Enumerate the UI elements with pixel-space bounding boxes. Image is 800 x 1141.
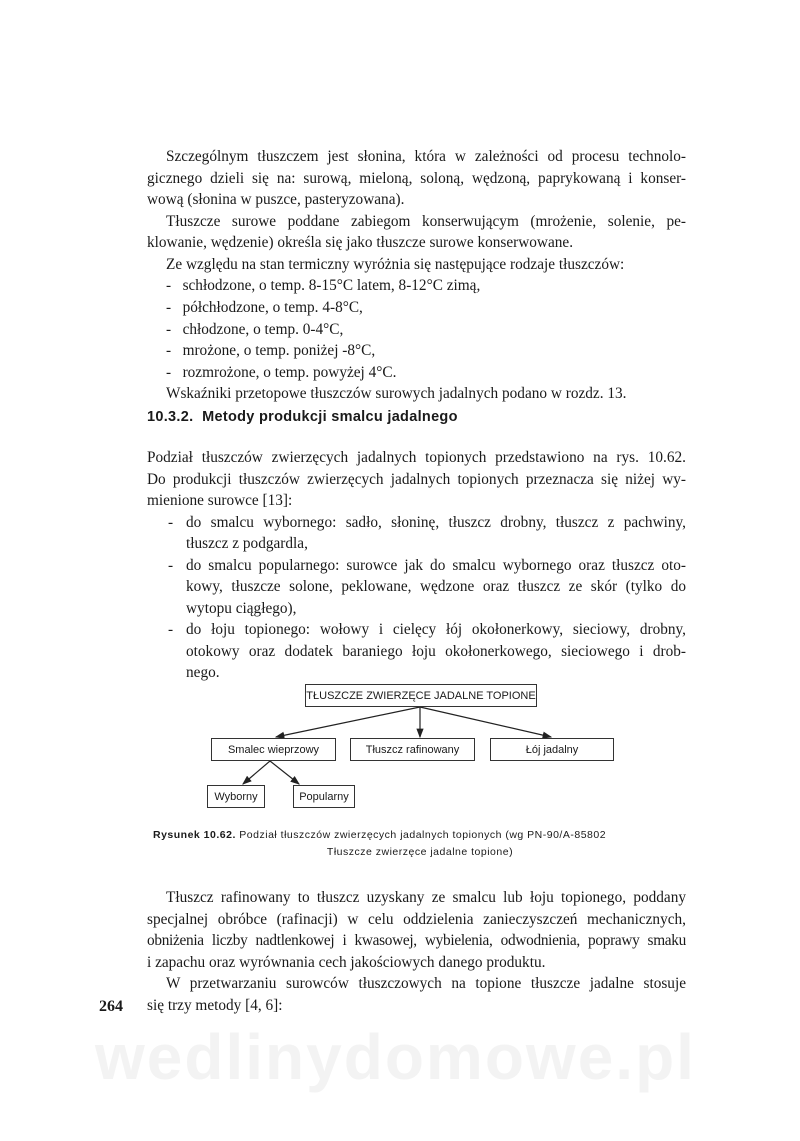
- list-item: nego.: [186, 664, 220, 681]
- diagram-node-tluszcz: Tłuszcz rafinowany: [350, 738, 475, 761]
- page-number: 264: [99, 998, 123, 1015]
- paragraph-line: Ze względu na stan termiczny wyróżnia się następujące rodzaje tłuszczów:: [166, 256, 625, 273]
- arrow: [420, 707, 551, 737]
- diagram-node-root: TŁUSZCZE ZWIERZĘCE JADALNE TOPIONE: [305, 684, 537, 707]
- paragraph-line: specjalnej obróbce (rafinacji) w celu oddzielenia zanieczyszczeń mechanicznych,: [147, 911, 686, 928]
- diagram-node-wyborny: Wyborny: [207, 785, 265, 808]
- paragraph-line: Do produkcji tłuszczów zwierzęcych jadalnych topionych przeznacza się niżej wy-: [147, 471, 686, 488]
- paragraph-line: Tłuszcz rafinowany to tłuszcz uzyskany ze smalcu lub łoju topionego, poddany: [166, 889, 686, 906]
- figure-caption-line2: Tłuszcze zwierzęce jadalne topione): [326, 846, 514, 858]
- section-heading: 10.3.2. Metody produkcji smalcu jadalnego: [147, 409, 458, 425]
- paragraph-line: klowanie, wędzenie) określa się jako tłuszcze surowe konserwowane.: [147, 234, 574, 251]
- figure-caption: [153, 829, 606, 841]
- watermark: wedlinydomowe.pl: [95, 1021, 696, 1093]
- paragraph-line: i zapachu oraz wyrównania cech jakościowych danego produktu.: [147, 954, 546, 971]
- list-item: do smalcu popularnego: surowce jak do smalcu wybornego oraz tłuszcz oto-: [186, 557, 686, 574]
- arrow: [270, 761, 299, 784]
- paragraph-line: mienione surowce [13]:: [147, 492, 293, 509]
- paragraph-line: się trzy metody [4, 6]:: [147, 997, 283, 1014]
- list-item: otokowy oraz dodatek baraniego łoju okołonerkowego, sieciowego i drob-: [186, 643, 686, 660]
- bullet: -: [168, 557, 174, 574]
- caption-text: Podział tłuszczów zwierzęcych jadalnych topionych (wg PN-90/A-85802: [235, 829, 607, 841]
- paragraph-line: Tłuszcze surowe poddane zabiegom konserwującym (mrożenie, solenie, pe-: [166, 213, 686, 230]
- paragraph-line: wową (słonina w puszce, pasteryzowana).: [147, 191, 405, 208]
- list-item: tłuszcz z podgardla,: [186, 535, 308, 552]
- paragraph-line: Wskaźniki przetopowe tłuszczów surowych jadalnych podano w rozdz. 13.: [166, 385, 627, 402]
- list-item: - chłodzone, o temp. 0-4°C,: [166, 321, 344, 338]
- list-item: - półchłodzone, o temp. 4-8°C,: [166, 299, 363, 316]
- diagram-node-popularny: Popularny: [293, 785, 355, 808]
- diagram-node-smalec: Smalec wieprzowy: [211, 738, 336, 761]
- list-item: - rozmrożone, o temp. powyżej 4°C.: [166, 364, 397, 381]
- arrow: [276, 707, 420, 737]
- list-item: wytopu ciągłego),: [186, 600, 297, 617]
- diagram-node-loj: Łój jadalny: [490, 738, 614, 761]
- list-item: - mrożone, o temp. poniżej -8°C,: [166, 342, 376, 359]
- list-item: do smalcu wybornego: sadło, słoninę, tłuszcz drobny, tłuszcz z pachwiny,: [186, 514, 686, 531]
- bullet: -: [168, 621, 174, 638]
- arrow: [243, 761, 270, 784]
- paragraph-line: gicznego dzieli się na: surową, mieloną, soloną, wędzoną, paprykowaną i konser-: [147, 170, 686, 187]
- caption-label: Rysunek 10.62.: [153, 829, 236, 841]
- bullet: -: [168, 514, 174, 531]
- paragraph-line: Szczególnym tłuszczem jest słonina, która w zależności od procesu technolo-: [166, 148, 686, 165]
- paragraph-line: Podział tłuszczów zwierzęcych jadalnych topionych przedstawiono na rys. 10.62.: [147, 449, 686, 466]
- list-item: - schłodzone, o temp. 8-15°C latem, 8-12°C zimą,: [166, 277, 481, 294]
- list-item: kowy, tłuszcze solone, peklowane, wędzone oraz tłuszcz ze skór (tylko do: [186, 578, 686, 595]
- paragraph-line: W przetwarzaniu surowców tłuszczowych na topione tłuszcze jadalne stosuje: [166, 975, 686, 992]
- list-item: do łoju topionego: wołowy i cielęcy łój okołonerkowy, sieciowy, drobny,: [186, 621, 686, 638]
- paragraph-line: obniżenia liczby nadtlenkowej i kwasowej, wybielenia, odwodnienia, poprawy smaku: [147, 932, 686, 949]
